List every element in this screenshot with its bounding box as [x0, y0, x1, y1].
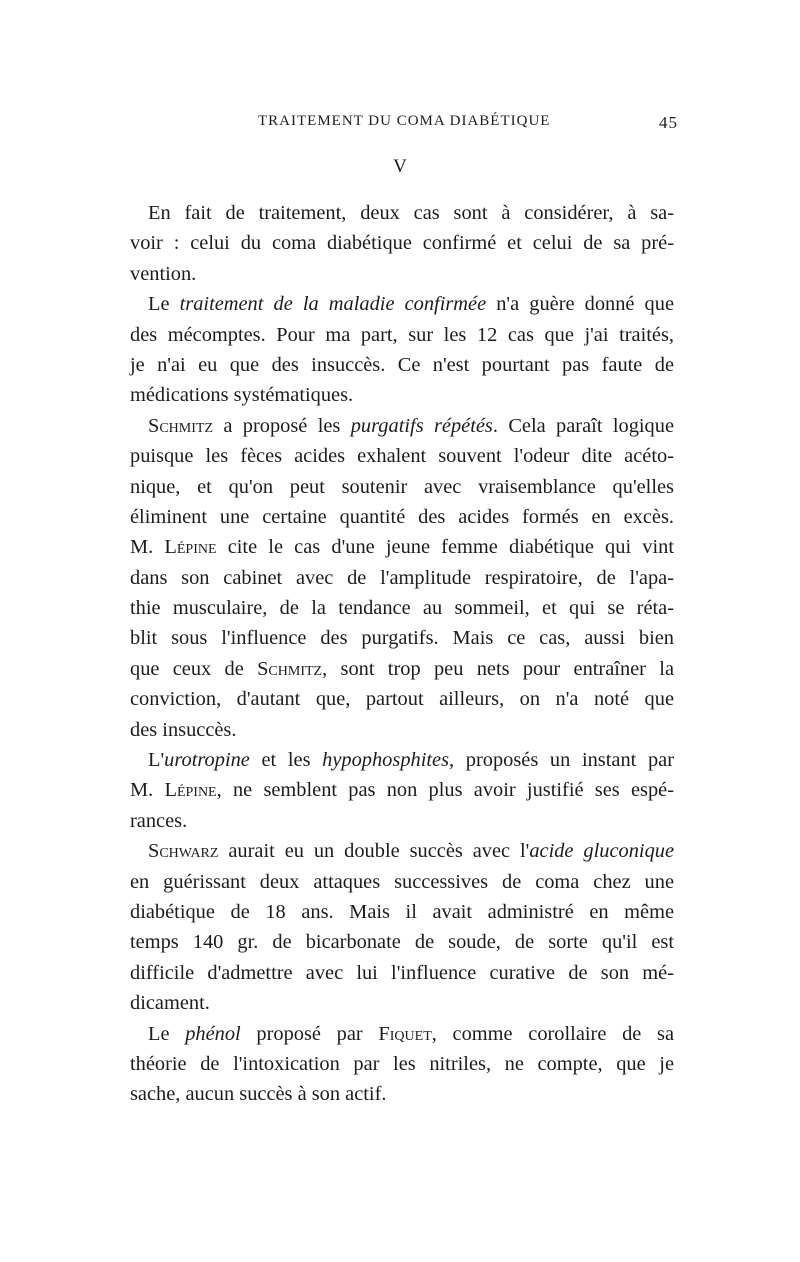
text-segment: En fait de traitement, deux cas sont à considérer, à sa- [148, 202, 674, 224]
text-segment: , sont trop peu nets pour entraîner la [322, 657, 674, 680]
text-segment: proposé par [240, 1022, 379, 1045]
text-segment: des mécomptes. Pour ma part, sur les 12 cas que j'ai traités, [130, 323, 674, 346]
text-segment: M. [130, 536, 165, 559]
text-segment: dicament. [130, 992, 210, 1015]
text-line [130, 228, 674, 258]
text-line [130, 927, 674, 957]
text-line [130, 198, 674, 228]
text-line [130, 532, 674, 562]
text-segment: et les [249, 749, 323, 772]
text-segment: médications systématiques. [130, 384, 354, 407]
text-line [130, 1019, 674, 1049]
text-line [130, 320, 674, 350]
text-line [130, 593, 674, 623]
text-line [130, 623, 674, 653]
text-segment: théorie de l'intoxication par les nitriles, ne compte, que je [130, 1052, 674, 1075]
text-line [130, 836, 674, 866]
text-line [130, 775, 674, 805]
italic-term: urotropine [164, 749, 250, 772]
text-line [130, 411, 674, 441]
text-segment: rances. [130, 809, 188, 832]
text-segment: que ceux de [130, 657, 258, 680]
text-segment: nique, et qu'on peut soutenir avec vraisemblance qu'elles [130, 475, 674, 498]
paragraph [130, 745, 674, 836]
body-text [130, 198, 674, 1110]
paragraph [130, 1019, 674, 1110]
text-line [130, 958, 674, 988]
text-segment: temps 140 gr. de bicarbonate de soude, de sorte qu'il est [130, 931, 674, 954]
text-segment: , comme corollaire de sa [431, 1022, 675, 1045]
text-line [130, 380, 674, 410]
text-segment: cite le cas d'une jeune femme diabétique qui vint [216, 536, 674, 559]
text-segment: , proposés un instant par [449, 749, 674, 772]
text-segment: en guérissant deux attaques successives de coma chez une [130, 870, 674, 893]
text-segment: thie musculaire, de la tendance au sommeil, et qui se réta- [130, 597, 674, 620]
paragraph [130, 836, 674, 1018]
section-number: V [393, 156, 407, 177]
text-segment: éliminent une certaine quantité des acides formés en excès. [130, 505, 674, 528]
text-line [130, 715, 674, 745]
text-segment: blit sous l'influence des purgatifs. Mais ce cas, aussi bien [130, 627, 674, 650]
text-segment: aurait eu un double succès avec l' [218, 840, 530, 863]
italic-term: traitement de la maladie confirmée [179, 293, 487, 316]
text-line [130, 1049, 674, 1079]
text-segment: voir : celui du coma diabétique confirmé et celui de sa pré- [130, 232, 674, 255]
text-line [130, 563, 674, 593]
paragraph [130, 289, 674, 411]
italic-term: hypophosphites [322, 749, 450, 772]
author-name: Schmitz [257, 657, 323, 680]
text-segment: Le [148, 293, 180, 316]
page-number: 45 [659, 113, 678, 132]
running-head [130, 113, 678, 137]
text-segment: vention. [130, 262, 197, 285]
text-segment: L' [148, 749, 165, 772]
text-segment: a proposé les [213, 414, 351, 437]
text-line [130, 867, 674, 897]
text-segment: , ne semblent pas non plus avoir justifié ses espé- [216, 779, 674, 802]
text-line [130, 502, 674, 532]
text-segment: difficile d'admettre avec lui l'influence curative de son mé- [130, 961, 674, 984]
text-line [130, 259, 674, 289]
text-line [130, 1079, 674, 1109]
text-segment: des insuccès. [130, 718, 237, 741]
text-segment: conviction, d'autant que, partout ailleurs, on n'a noté que [130, 688, 674, 711]
text-line [130, 654, 674, 684]
author-name: Lépine [164, 536, 217, 559]
italic-term: purgatifs répétés [350, 414, 493, 437]
text-line [130, 684, 674, 714]
text-segment: n'a guère donné que [486, 293, 674, 316]
text-segment: diabétique de 18 ans. Mais il avait administré en même [130, 900, 674, 923]
text-line [130, 806, 674, 836]
text-segment: je n'ai eu que des insuccès. Ce n'est pourtant pas faute de [130, 353, 674, 376]
text-line [130, 988, 674, 1018]
author-name: Schmitz [148, 414, 214, 437]
author-name: Fiquet [378, 1022, 432, 1045]
paragraph [130, 198, 674, 289]
text-segment: sache, aucun succès à son actif. [130, 1083, 387, 1106]
text-line [130, 350, 674, 380]
text-segment: puisque les fèces acides exhalent souvent l'odeur dite acéto- [130, 445, 674, 468]
author-name: Lépine [164, 779, 217, 802]
text-segment: . Cela paraît logique [492, 414, 675, 437]
italic-term: acide gluconique [529, 840, 675, 863]
text-segment: Le [148, 1022, 186, 1045]
paragraph [130, 411, 674, 745]
italic-term: phénol [185, 1022, 241, 1045]
text-line [130, 441, 674, 471]
text-segment: M. [130, 779, 165, 802]
text-segment: dans son cabinet avec de l'amplitude respiratoire, de l'apa- [130, 566, 674, 589]
text-line [130, 472, 674, 502]
author-name: Schwarz [148, 840, 219, 863]
text-line [130, 745, 674, 775]
running-title: TRAITEMENT DU COMA DIABÉTIQUE [258, 113, 551, 129]
text-line [130, 289, 674, 319]
text-line [130, 897, 674, 927]
